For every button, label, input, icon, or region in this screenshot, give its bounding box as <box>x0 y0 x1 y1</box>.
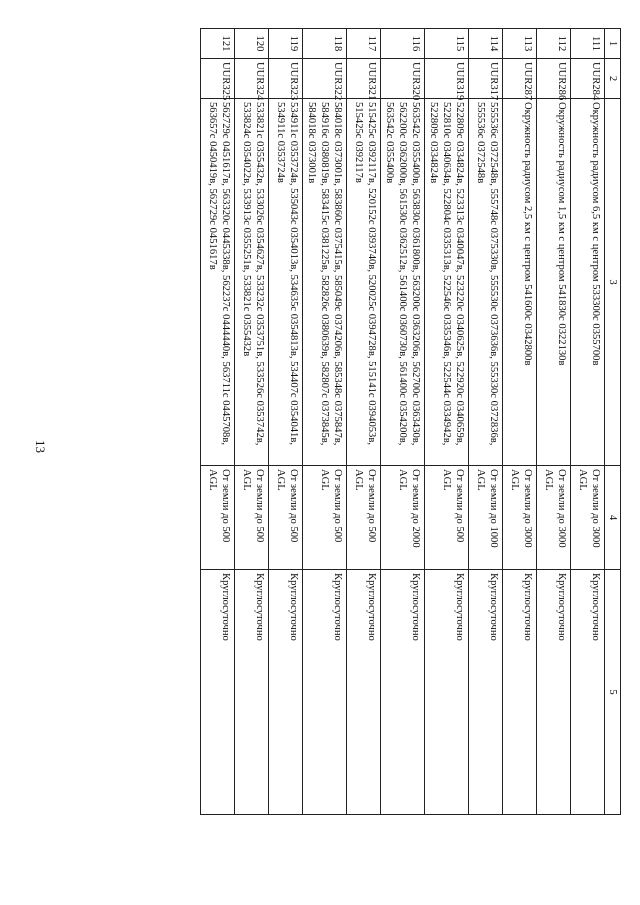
altitude-limits-cell: От земли до 1000 AGL <box>469 466 503 570</box>
table-row <box>303 29 347 815</box>
row-number-cell: 113 <box>503 29 537 59</box>
operating-time-cell: Круглосуточно <box>503 570 537 815</box>
zone-code-cell: UUR324 <box>235 59 269 99</box>
row-number-cell: 121 <box>201 29 235 59</box>
boundary-coordinates-cell: 584018с 0373001в, 583860с 0375415в, 585049с 0374206в, 585348с 0375847в, 584916с 0380819в, 583415с 0381225в, 582826с 0380639в, 582807с 0373845в, 584018с 0373001в <box>303 99 347 466</box>
operating-time-cell: Круглосуточно <box>201 570 235 815</box>
operating-time-cell: Круглосуточно <box>269 570 303 815</box>
row-number-cell: 112 <box>537 29 571 59</box>
zone-code-cell: UUR321 <box>347 59 381 99</box>
zone-code-cell: UUR284 <box>571 59 605 99</box>
boundary-coordinates-cell: 563542с 0355400в, 563830с 0361800в, 563200с 0363206в, 562700с 0363430в, 562200с 0362000в, 561530с 0362512в, 561400с 0360730в, 561400с 0354200в, 563542с 0355400в <box>381 99 425 466</box>
operating-time-cell: Круглосуточно <box>537 570 571 815</box>
table-row <box>425 29 469 815</box>
altitude-limits-cell: От земли до 500 AGL <box>235 466 269 570</box>
row-number-cell: 116 <box>381 29 425 59</box>
row-number-cell: 119 <box>269 29 303 59</box>
zone-code-cell: UUR322 <box>303 59 347 99</box>
rotated-table-container <box>88 28 621 814</box>
altitude-limits-cell: От земли до 500 AGL <box>303 466 347 570</box>
altitude-limits-cell: От земли до 500 AGL <box>347 466 381 570</box>
boundary-coordinates-cell: 555536с 0372548в, 555748с 0375330в, 555530с 0373636в, 555330с 0372836в, 555536с 0372548в <box>469 99 503 466</box>
boundary-coordinates-cell: 522809с 0334824в, 523313с 0340047в, 523220с 0340625в, 522920с 0340659в, 522810с 0340634в, 522804с 0335313в, 522546с 0335346в, 522544с 0334942в, 522809с 0334824в <box>425 99 469 466</box>
boundary-coordinates-cell: Окружность радиусом 2,5 км с центром 541600с 0342800в <box>503 99 537 466</box>
boundary-coordinates-cell: 534911с 0353724в, 535043с 0354013в, 534635с 0354813в, 534407с 0354041в, 534911с 0353724в <box>269 99 303 466</box>
zone-code-cell: UUR317 <box>469 59 503 99</box>
operating-time-cell: Круглосуточно <box>571 570 605 815</box>
row-number-cell: 111 <box>571 29 605 59</box>
header-cell-4: 4 <box>605 466 621 570</box>
boundary-coordinates-cell: 562729с 0451617в, 563320с 0445338в, 562237с 0444440в, 563711с 0445708в, 563657с 0450419в, 562729с 0451617в <box>201 99 235 466</box>
header-row <box>605 29 621 815</box>
altitude-limits-cell: От земли до 3000 AGL <box>503 466 537 570</box>
header-cell-5: 5 <box>605 570 621 815</box>
header-cell-1: 1 <box>605 29 621 59</box>
altitude-limits-cell: От земли до 3000 AGL <box>537 466 571 570</box>
altitude-limits-cell: От земли до 500 AGL <box>269 466 303 570</box>
altitude-limits-cell: От земли до 500 AGL <box>425 466 469 570</box>
operating-time-cell: Круглосуточно <box>303 570 347 815</box>
altitude-limits-cell: От земли до 2000 AGL <box>381 466 425 570</box>
header-cell-3: 3 <box>605 99 621 466</box>
zone-code-cell: UUR287 <box>503 59 537 99</box>
altitude-limits-cell: От земли до 3000 AGL <box>571 466 605 570</box>
row-number-cell: 114 <box>469 29 503 59</box>
table-row <box>269 29 303 815</box>
table-row <box>537 29 571 815</box>
boundary-coordinates-cell: Окружность радиусом 6,5 км с центром 533300с 0355700в <box>571 99 605 466</box>
zone-code-cell: UUR325 <box>201 59 235 99</box>
boundary-coordinates-cell: Окружность радиусом 1,5 км с центром 541830с 0322130в <box>537 99 571 466</box>
zone-code-cell: UUR323 <box>269 59 303 99</box>
airspace-table <box>200 28 621 815</box>
table-row <box>571 29 605 815</box>
operating-time-cell: Круглосуточно <box>347 570 381 815</box>
row-number-cell: 117 <box>347 29 381 59</box>
table-row <box>381 29 425 815</box>
zone-code-cell: UUR320 <box>381 59 425 99</box>
table-row <box>347 29 381 815</box>
altitude-limits-cell: От земли до 500 AGL <box>201 466 235 570</box>
boundary-coordinates-cell: 515425с 0392117в, 520152с 0393740в, 520025с 0394728в, 515141с 0394053в, 515425с 0392117в <box>347 99 381 466</box>
table-row <box>201 29 235 815</box>
row-number-cell: 115 <box>425 29 469 59</box>
page-number: 13 <box>33 440 48 453</box>
row-number-cell: 118 <box>303 29 347 59</box>
zone-code-cell: UUR286 <box>537 59 571 99</box>
zone-code-cell: UUR319 <box>425 59 469 99</box>
boundary-coordinates-cell: 533821с 0355432в, 533026с 0354627в, 533232с 0353751в, 533526с 0353742в, 533824с 0354022в, 533913с 0355251в, 533821с 0355432в <box>235 99 269 466</box>
table-row <box>503 29 537 815</box>
operating-time-cell: Круглосуточно <box>469 570 503 815</box>
operating-time-cell: Круглосуточно <box>425 570 469 815</box>
operating-time-cell: Круглосуточно <box>381 570 425 815</box>
header-cell-2: 2 <box>605 59 621 99</box>
table-row <box>469 29 503 815</box>
row-number-cell: 120 <box>235 29 269 59</box>
table-row <box>235 29 269 815</box>
operating-time-cell: Круглосуточно <box>235 570 269 815</box>
